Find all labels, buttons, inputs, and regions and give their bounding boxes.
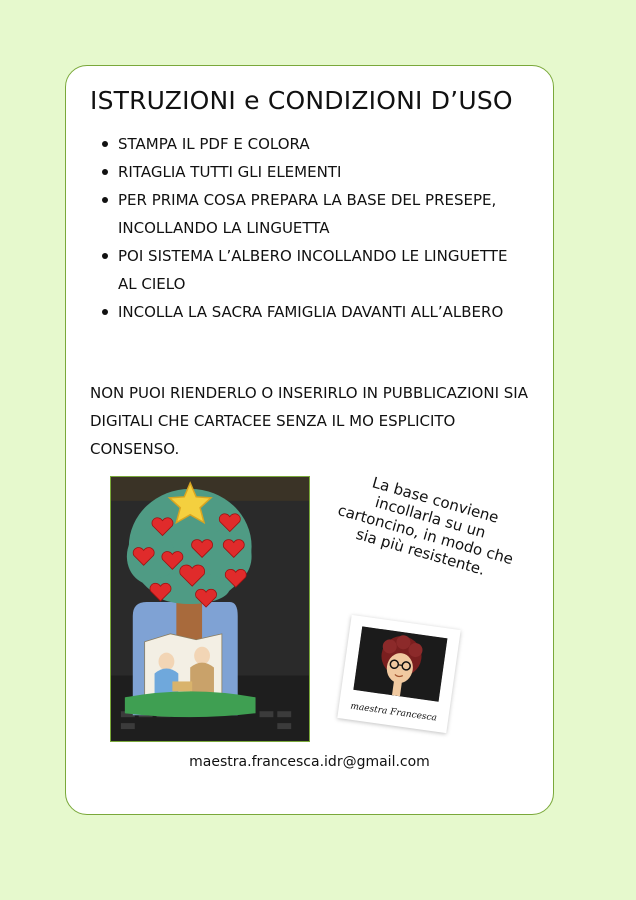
page-title: ISTRUZIONI e CONDIZIONI D’USO: [90, 86, 513, 115]
instructions-card: [65, 65, 554, 815]
girl-avatar-icon: [353, 626, 447, 701]
author-polaroid: [337, 615, 460, 733]
list-item: STAMPA IL PDF E COLORA: [118, 130, 528, 158]
list-item: POI SISTEMA L’ALBERO INCOLLANDO LE LINGUETTE AL CIELO: [118, 242, 528, 298]
signature: maestra Francesca: [349, 701, 438, 724]
contact-email: maestra.francesca.idr@gmail.com: [189, 754, 430, 770]
nativity-tree-illustration: [111, 477, 309, 741]
instructions-list: [118, 130, 528, 326]
list-item: RITAGLIA TUTTI GLI ELEMENTI: [118, 158, 528, 186]
handwritten-note: La base conviene incollarla su un cartoncino, in modo che sia più resistente.: [335, 473, 516, 579]
list-item: INCOLLA LA SACRA FAMIGLIA DAVANTI ALL’ALBERO: [118, 298, 528, 326]
craft-photo: [110, 476, 310, 742]
avatar: [353, 626, 447, 701]
list-item: PER PRIMA COSA PREPARA LA BASE DEL PRESEPE, INCOLLANDO LA LINGUETTA: [118, 186, 528, 242]
usage-notice: NON PUOI RIENDERLO O INSERIRLO IN PUBBLICAZIONI SIA DIGITALI CHE CARTACEE SENZA IL MO ESPLICITO CONSENSO.: [90, 384, 528, 458]
